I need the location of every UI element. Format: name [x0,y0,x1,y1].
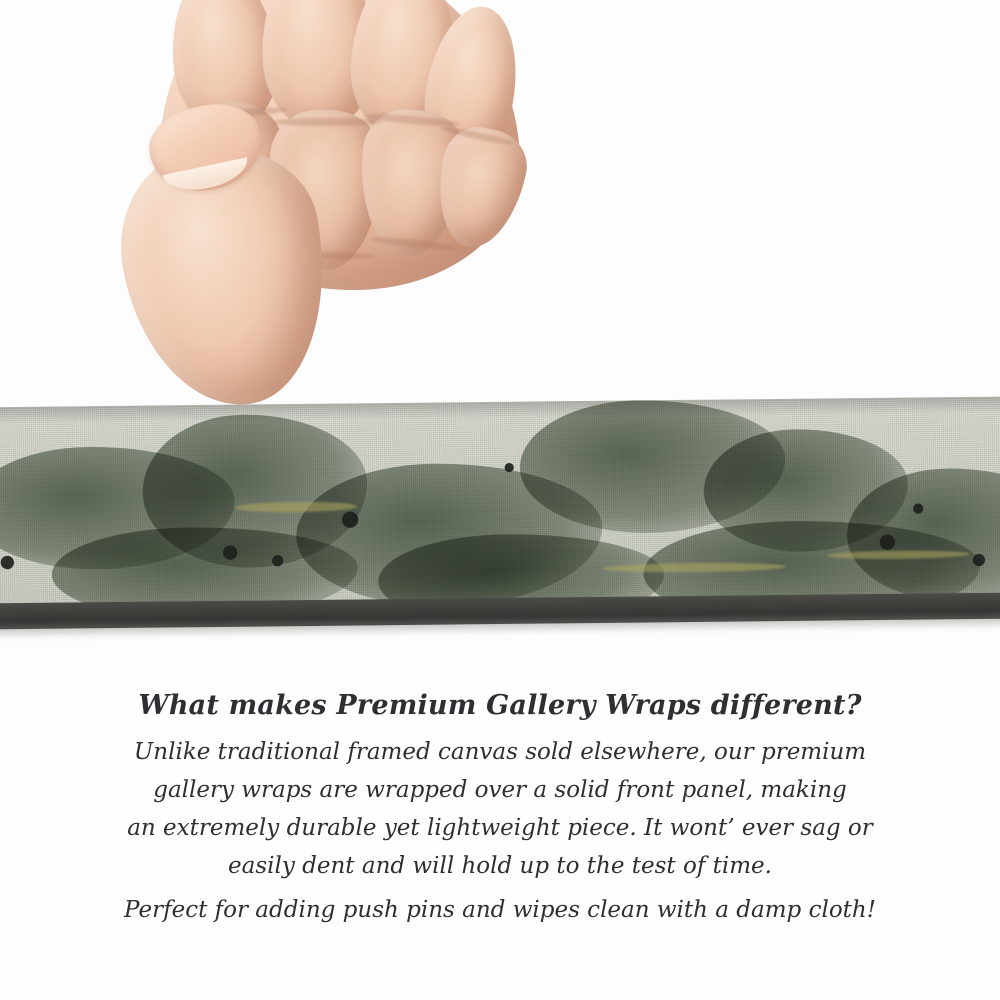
caption-heading: What makes Premium Gallery Wraps different? [138,690,862,721]
paint-dot [1,556,14,569]
caption-final-line: Perfect for adding push pins and wipes clean with a damp cloth! [124,897,876,923]
paint-dot [272,555,283,566]
caption-line-3: an extremely durable yet lightweight piece. It wont’ ever sag or [127,815,873,841]
paint-dot [223,545,237,559]
paint-dot [342,511,358,527]
paint-dot [973,554,985,566]
caption-line-1: Unlike traditional framed canvas sold elsewhere, our premium [133,739,867,765]
paint-dot [913,503,923,513]
paint-dot [880,534,895,549]
hand-illustration [120,0,540,430]
paint-dot [505,463,514,472]
caption-block [0,690,1000,929]
canvas-wrap-edge [0,397,1000,627]
knuckle-crease [272,118,382,126]
caption-line-2: gallery wraps are wrapped over a solid front panel, making [153,777,847,803]
caption-line-4: easily dent and will hold up to the test of time. [228,853,772,879]
